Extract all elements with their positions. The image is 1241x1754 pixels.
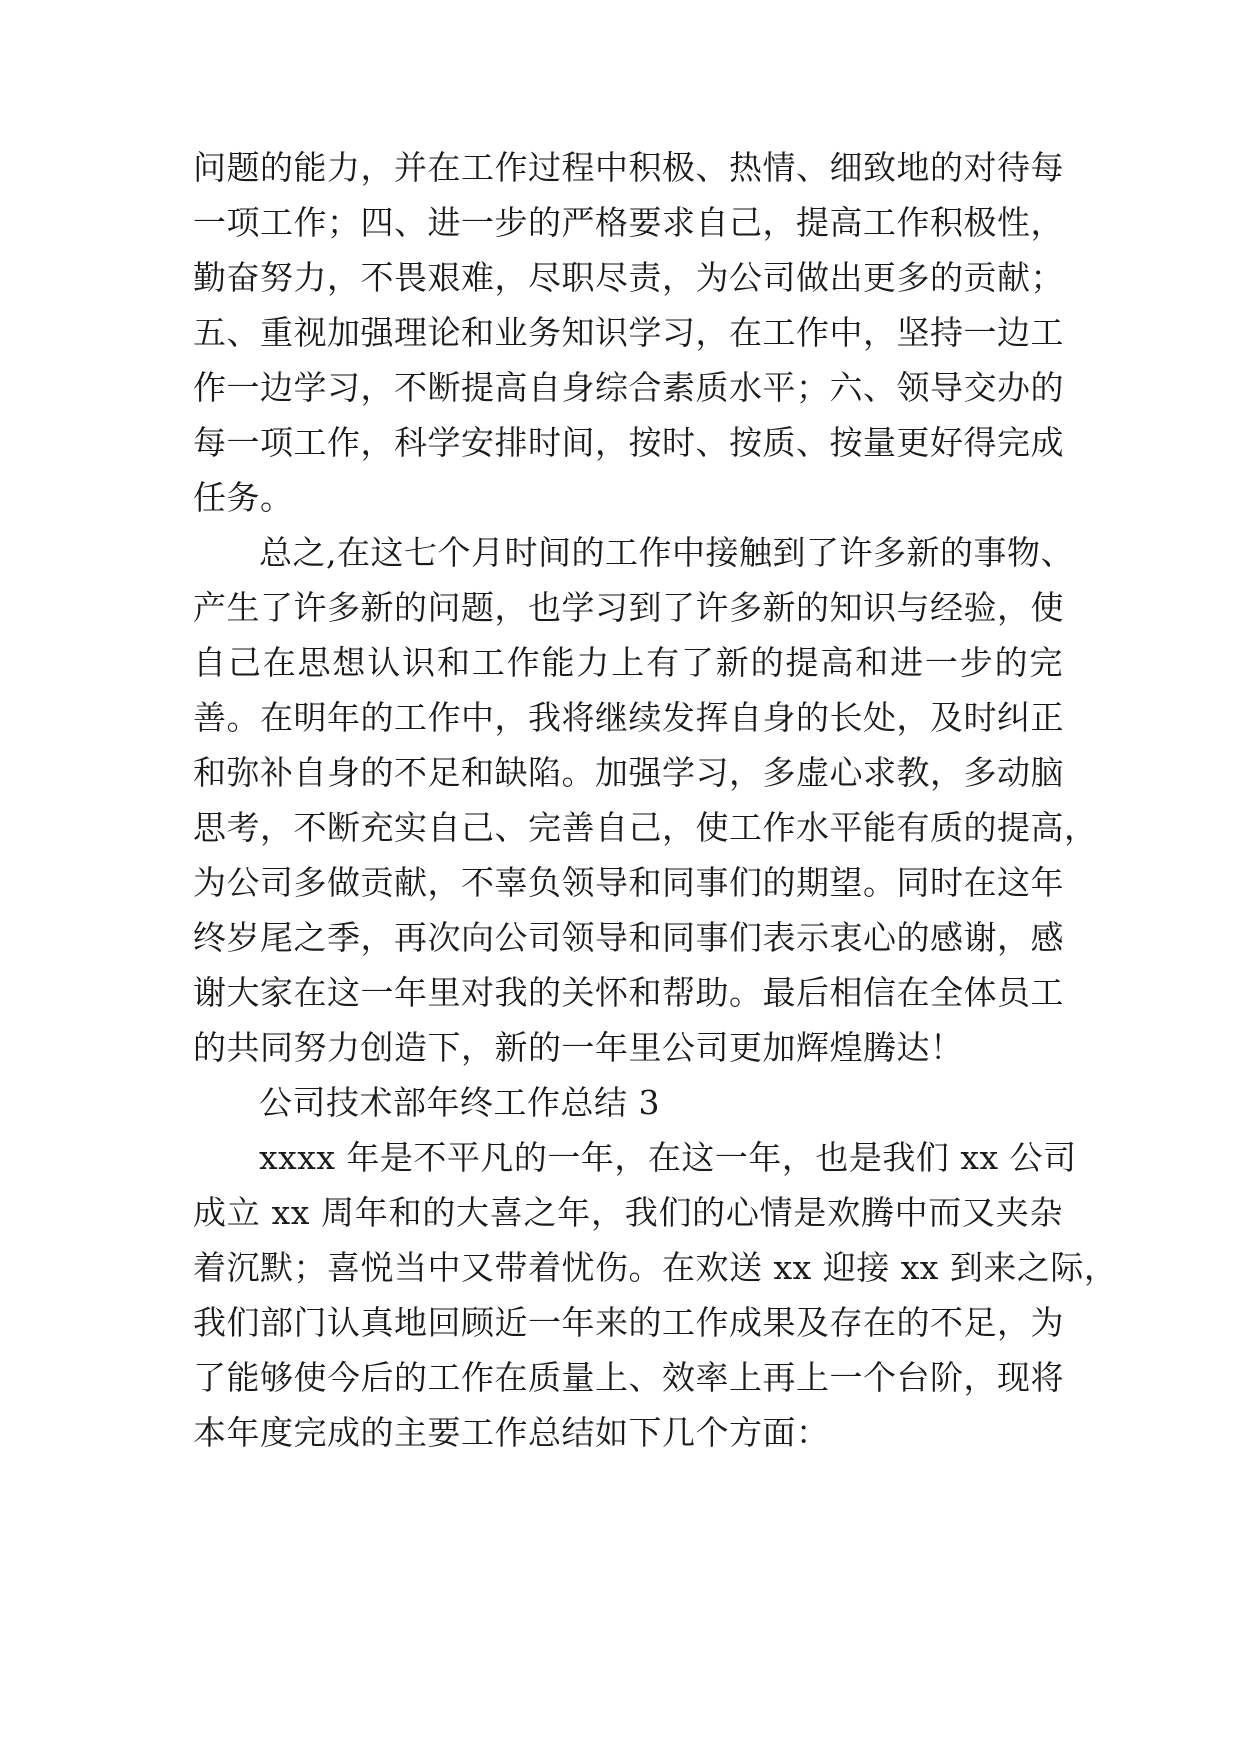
- paragraph-2-line-5: 和弥补自身的不足和缺陷。加强学习，多虚心求教，多动脑: [193, 753, 1064, 792]
- paragraph-1-line-5: 作一边学习，不断提高自身综合素质水平；六、领导交办的: [193, 368, 1064, 407]
- paragraph-2-line-8: 终岁尾之季，再次向公司领导和同事们表示衷心的感谢，感: [193, 918, 1064, 957]
- paragraph-1-line-6: 每一项工作，科学安排时间，按时、按质、按量更好得完成: [193, 423, 1064, 462]
- paragraph-1-line-7: 任务。: [193, 478, 294, 517]
- paragraph-2-line-4: 善。在明年的工作中，我将继续发挥自身的长处，及时纠正: [193, 698, 1064, 737]
- paragraph-2-line-7: 为公司多做贡献，不辜负领导和同事们的期望。同时在这年: [193, 863, 1064, 902]
- paragraph-1-line-4: 五、重视加强理论和业务知识学习，在工作中，坚持一边工: [193, 313, 1064, 352]
- paragraph-3-line-1: xxxx 年是不平凡的一年，在这一年，也是我们 xx 公司: [259, 1138, 1077, 1177]
- paragraph-3-line-2: 成立 xx 周年和的大喜之年，我们的心情是欢腾中而又夹杂: [193, 1193, 1063, 1232]
- paragraph-2-line-1: 总之,在这七个月时间的工作中接触到了许多新的事物、: [259, 533, 1074, 572]
- paragraph-1-line-3: 勤奋努力，不畏艰难，尽职尽责，为公司做出更多的贡献；: [193, 258, 1064, 297]
- paragraph-2-line-10: 的共同努力创造下，新的一年里公司更加辉煌腾达！: [193, 1028, 964, 1067]
- paragraph-3-line-5: 了能够使今后的工作在质量上、效率上再上一个台阶，现将: [193, 1358, 1064, 1397]
- section-heading-3: 公司技术部年终工作总结 3: [259, 1083, 660, 1122]
- paragraph-3-line-6: 本年度完成的主要工作总结如下几个方面：: [193, 1413, 830, 1452]
- paragraph-2-line-6: 思考，不断充实自己、完善自己，使工作水平能有质的提高，: [193, 808, 1098, 847]
- paragraph-2-line-2: 产生了许多新的问题，也学习到了许多新的知识与经验，使: [193, 588, 1064, 627]
- paragraph-3-line-4: 我们部门认真地回顾近一年来的工作成果及存在的不足，为: [193, 1303, 1064, 1342]
- paragraph-1-line-1: 问题的能力，并在工作过程中积极、热情、细致地的对待每: [193, 148, 1064, 187]
- paragraph-2-line-3: 自己在思想认识和工作能力上有了新的提高和进一步的完: [193, 643, 1063, 682]
- paragraph-3-line-3: 着沉默；喜悦当中又带着忧伤。在欢送 xx 迎接 xx 到来之际，: [193, 1248, 1118, 1287]
- paragraph-2-line-9: 谢大家在这一年里对我的关怀和帮助。最后相信在全体员工: [193, 973, 1064, 1012]
- paragraph-1-line-2: 一项工作；四、进一步的严格要求自己，提高工作积极性，: [193, 203, 1064, 242]
